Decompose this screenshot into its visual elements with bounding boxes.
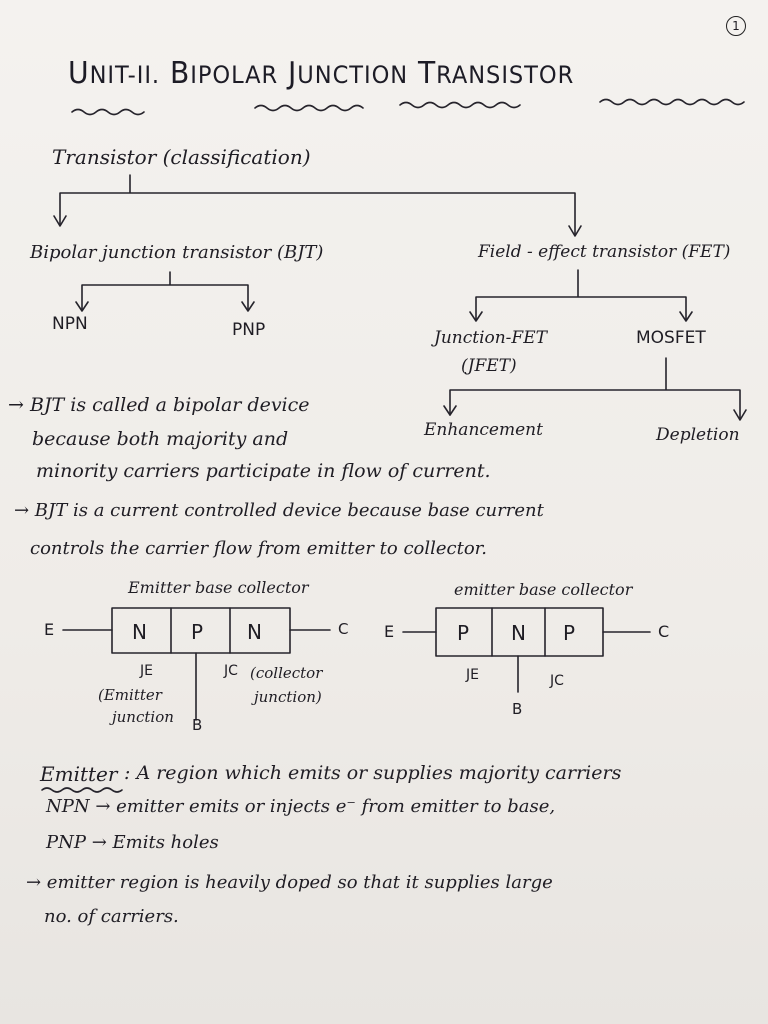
note-bjt-bipolar-2: because both majority and xyxy=(32,428,289,450)
title-text: B xyxy=(169,56,191,91)
npn-jc-desc-1: (collector xyxy=(250,664,323,682)
jfet-abbrev: (JFET) xyxy=(461,356,517,376)
npn-je: JE xyxy=(140,663,153,679)
pnp-label: PNP xyxy=(232,320,266,340)
bjt-label: Bipolar junction transistor (BJT) xyxy=(30,242,324,263)
npn-base-label: B xyxy=(192,716,203,734)
emitter-npn-line: NPN → emitter emits or injects e⁻ from emitter to base, xyxy=(46,796,556,817)
npn-header: Emitter base collector xyxy=(128,578,309,597)
title-text: J xyxy=(288,56,298,91)
title-text: IPOLAR xyxy=(190,61,279,89)
npn-label: NPN xyxy=(52,314,88,334)
tree-line xyxy=(476,270,686,320)
page-number: 1 xyxy=(726,16,746,36)
title-underline xyxy=(255,106,363,111)
npn-terminal-e: E xyxy=(44,620,55,639)
emitter-underline xyxy=(42,788,122,792)
title-underline xyxy=(600,100,744,105)
fet-label: Field - effect transistor (FET) xyxy=(478,242,731,262)
title-text: RANSISTOR xyxy=(436,61,575,89)
title-text: T xyxy=(418,56,437,91)
emitter-doping-1: → emitter region is heavily doped so that it supplies large xyxy=(26,872,553,893)
enhancement-label: Enhancement xyxy=(424,420,543,440)
title-text: NIT-II xyxy=(89,61,152,89)
jfet-label: Junction-FET xyxy=(434,328,547,348)
pnp-terminal-e: E xyxy=(384,622,395,641)
npn-je-desc-2: junction xyxy=(112,708,174,726)
title-text: U xyxy=(68,56,90,91)
emitter-definition: : A region which emits or supplies majority carriers xyxy=(124,762,622,784)
title-underline xyxy=(400,103,520,108)
title-text: . xyxy=(151,61,161,89)
pnp-jc: JC xyxy=(550,673,564,689)
emitter-doping-2: no. of carriers. xyxy=(44,906,179,927)
npn-terminal-c: C xyxy=(338,620,349,638)
emitter-pnp-line: PNP → Emits holes xyxy=(46,832,219,853)
pnp-region-collector: P xyxy=(563,621,576,645)
npn-jc: JC xyxy=(224,663,238,679)
pnp-base-label: B xyxy=(512,700,523,718)
mosfet-label: MOSFET xyxy=(636,328,706,348)
note-bjt-bipolar-3: minority carriers participate in flow of current. xyxy=(36,460,491,482)
classification-heading: Transistor (classification) xyxy=(52,145,311,169)
pnp-terminal-c: C xyxy=(658,622,670,641)
npn-region-emitter: N xyxy=(132,620,147,644)
depletion-label: Depletion xyxy=(656,425,740,445)
arrow-head xyxy=(76,302,254,311)
note-bjt-current-1: → BJT is a current controlled device because base current xyxy=(14,500,544,521)
pnp-header: emitter base collector xyxy=(454,580,633,599)
emitter-heading: Emitter xyxy=(40,762,118,786)
tree-line xyxy=(60,175,575,234)
tree-line xyxy=(82,272,248,310)
note-bjt-bipolar-1: → BJT is called a bipolar device xyxy=(8,394,310,416)
npn-je-desc-1: (Emitter xyxy=(98,686,162,704)
arrow-head xyxy=(444,406,746,420)
arrow-head xyxy=(54,216,581,236)
pnp-je: JE xyxy=(466,667,479,683)
title-text: UNCTION xyxy=(297,61,409,89)
arrow-head xyxy=(470,312,692,321)
pnp-region-base: N xyxy=(511,621,526,645)
title-underline xyxy=(72,110,144,115)
npn-region-collector: N xyxy=(247,620,262,644)
pnp-region-emitter: P xyxy=(457,621,470,645)
note-bjt-current-2: controls the carrier flow from emitter to collector. xyxy=(30,538,488,559)
npn-jc-desc-2: junction) xyxy=(254,688,322,706)
npn-region-base: P xyxy=(191,620,204,644)
